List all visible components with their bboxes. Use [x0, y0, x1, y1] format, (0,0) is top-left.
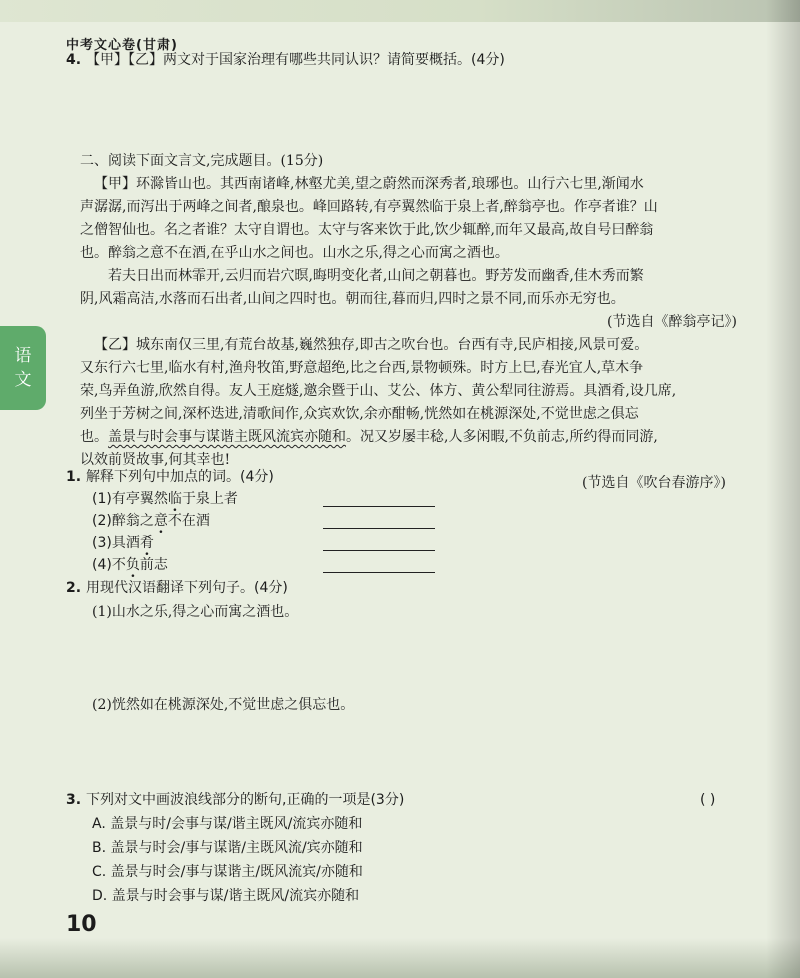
q2-sentence-2: (2)恍然如在桃源深处,不觉世虑之俱忘也。: [92, 697, 355, 713]
passage-yi-line-wavy: [80, 429, 658, 446]
section-title: 二、阅读下面文言文,完成题目。(15分): [80, 153, 324, 169]
passage-yi-line: 荣,鸟弄鱼游,欣然自得。友人王庭燧,邀余暨于山、艾公、体方、黄公犁同往游焉。具酒肴,设几席,: [80, 383, 677, 399]
page-bottom-shadow: [0, 938, 800, 978]
q1-item-3: [92, 535, 154, 552]
passage-jia-line: 也。醉翁之意不在酒,在乎山水之间也。山水之乐,得之心而寓之酒也。: [80, 245, 509, 261]
q2-sentence-1: (1)山水之乐,得之心而寓之酒也。: [92, 604, 299, 620]
dotted-word: 意: [153, 513, 168, 529]
book-header: 中考文心卷(甘肃): [66, 38, 178, 53]
q3-option-d: D. 盖景与时会事与谋/谐主既风/流宾亦随和: [92, 888, 360, 904]
q1-item-text: 前志: [139, 557, 168, 573]
answer-blank-1[interactable]: [323, 506, 435, 507]
wavy-underlined-sentence: 盖景与时会事与谋谐主既风流宾亦随和: [108, 429, 346, 445]
dotted-word: 临: [167, 491, 182, 507]
passage-yi-line: 又东行六七里,临水有村,渔舟牧笛,野意超绝,比之台西,景物顿殊。时方上巳,春光宜人,草木争: [80, 360, 644, 376]
answer-blank-4[interactable]: [323, 572, 435, 573]
passage-jia-source: (节选自《醉翁亭记》): [607, 314, 737, 330]
passage-jia-line: 阴,风霜高洁,水落而石出者,山间之四时也。朝而往,暮而归,四时之景不同,而乐亦无穷也。: [80, 291, 625, 307]
q3-stem: 下列对文中画波浪线部分的断句,正确的一项是(3分): [86, 792, 405, 808]
prev-question-text: 【甲】【乙】两文对于国家治理有哪些共同认识？请简要概括。(4分): [86, 52, 505, 68]
line-suffix: 。况又岁屡丰稔,人多闲暇,不负前志,所约得而同游,: [346, 429, 658, 445]
q3-option-b: B. 盖景与时会/事与谋谐/主既风流/宾亦随和: [92, 840, 363, 856]
q1-item-2: [92, 513, 210, 530]
q1-stem: 解释下列句中加点的词。(4分): [86, 469, 274, 485]
q1-number: 1.: [66, 469, 82, 485]
prev-question-number: 4.: [66, 52, 82, 68]
passage-jia-line: 若夫日出而林霏开,云归而岩穴暝,晦明变化者,山间之朝暮也。野芳发而幽香,佳木秀而繁: [108, 268, 644, 284]
q1-item-4: [92, 557, 168, 574]
q1-item-1: [92, 491, 238, 508]
passage-yi-line: 【乙】城东南仅三里,有荒台故基,巍然独存,即古之吹台也。台西有寺,民庐相接,风景可爱。: [94, 337, 649, 353]
passage-yi-line: 以效前贤故事,何其幸也!: [80, 452, 231, 468]
answer-blank-2[interactable]: [323, 528, 435, 529]
side-tab-char: 语: [14, 346, 32, 366]
q3-option-c: C. 盖景与时会/事与谋谐主/既风流宾/亦随和: [92, 864, 363, 880]
passage-yi-source: (节选自《吹台春游序》): [582, 475, 726, 491]
dotted-word: 肴: [139, 535, 154, 551]
answer-parentheses[interactable]: ( ): [700, 792, 716, 808]
q1-item-text: (1)有亭翼然: [92, 491, 168, 507]
q2-stem: 用现代汉语翻译下列句子。(4分): [86, 580, 288, 596]
q2-number: 2.: [66, 580, 82, 596]
subject-side-tab: [0, 326, 46, 410]
answer-blank-3[interactable]: [323, 550, 435, 551]
q1-item-text: (4)不: [92, 557, 126, 573]
page-number: 10: [66, 912, 97, 937]
q1-item-text: 于泉上者: [181, 491, 238, 507]
q3-number: 3.: [66, 792, 82, 808]
q1-item-text: 不在酒: [167, 513, 210, 529]
passage-jia-line: 声潺潺,而泻出于两峰之间者,酿泉也。峰回路转,有亭翼然临于泉上者,醉翁亭也。作亭者谁？山: [80, 199, 658, 215]
passage-yi-line: 列坐于芳树之间,深杯迭进,清歌间作,众宾欢饮,余亦酣畅,恍然如在桃源深处,不觉世虑之俱忘: [80, 406, 639, 422]
page-top-band: [0, 0, 800, 22]
passage-jia-line: 之僧智仙也。名之者谁？太守自谓也。太守与客来饮于此,饮少辄醉,而年又最高,故自号曰醉翁: [80, 222, 654, 238]
side-tab-char: 文: [14, 370, 32, 390]
q1-item-text: (3)具酒: [92, 535, 140, 551]
line-prefix: 也。: [80, 429, 108, 445]
q3-option-a: A. 盖景与时/会事与谋/谐主既风/流宾亦随和: [92, 816, 363, 832]
q1-item-text: (2)醉翁之: [92, 513, 154, 529]
dotted-word: 负: [125, 557, 140, 573]
passage-jia-line: 【甲】环滁皆山也。其西南诸峰,林壑尤美,望之蔚然而深秀者,琅琊也。山行六七里,渐闻水: [94, 176, 644, 192]
